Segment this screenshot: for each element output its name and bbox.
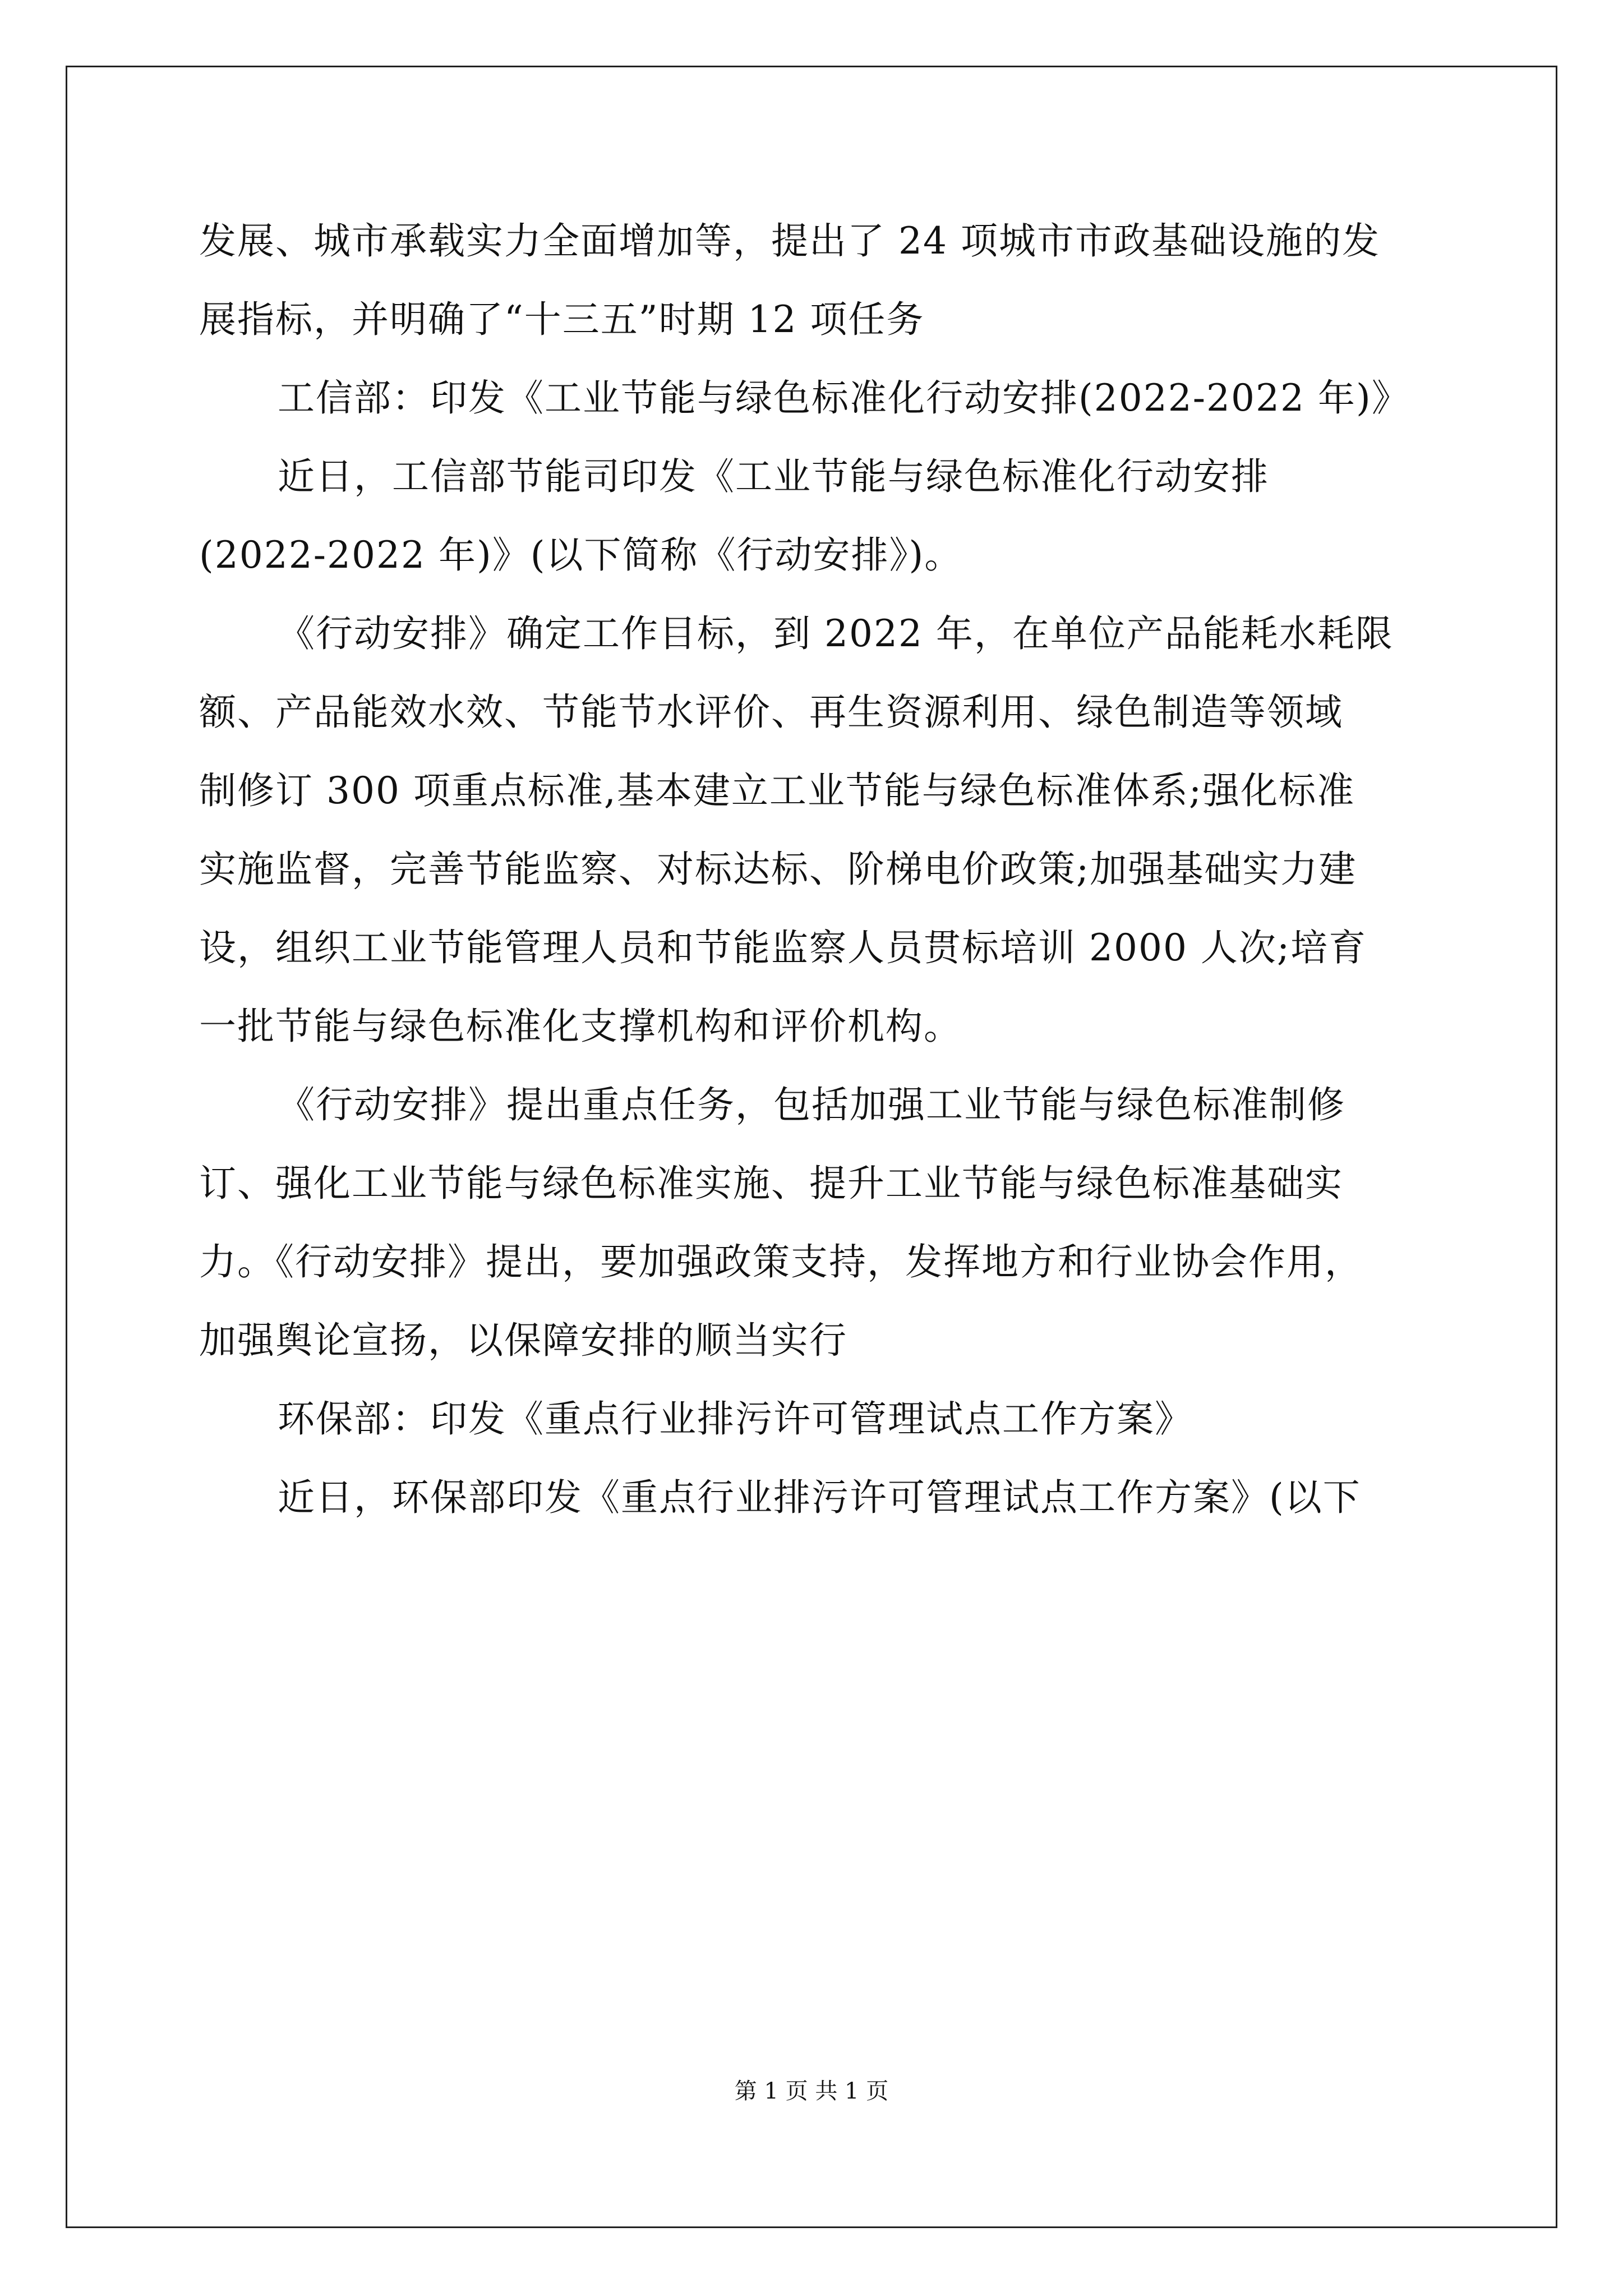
text-line: 展指标，并明确了“十三五”时期 12 项任务: [199, 298, 925, 341]
text-line: 一批节能与绿色标准化支撑机构和评价机构。: [199, 1005, 962, 1048]
text-line: 近日，环保部印发《重点行业排污许可管理试点工作方案》(以下: [278, 1476, 1361, 1519]
text-line: (2022-2022 年)》(以下简称《行动安排》)。: [199, 533, 963, 577]
text-line: 《行动安排》提出重点任务，包括加强工业节能与绿色标准制修: [278, 1083, 1345, 1126]
text-line: 近日，工信部节能司印发《工业节能与绿色标准化行动安排: [278, 455, 1269, 498]
text-line: 制修订 300 项重点标准,基本建立工业节能与绿色标准体系;强化标准: [199, 769, 1355, 812]
page-footer: 第 1 页 共 1 页: [734, 2078, 889, 2104]
text-line: 加强舆论宣扬，以保障安排的顺当实行: [199, 1319, 847, 1362]
text-line: 订、强化工业节能与绿色标准实施、提升工业节能与绿色标准基础实: [199, 1162, 1343, 1205]
text-line: 设，组织工业节能管理人员和节能监察人员贯标培训 2000 人次;培育: [199, 926, 1367, 969]
text-line: 实施监督，完善节能监察、对标达标、阶梯电价政策;加强基础实力建: [199, 848, 1357, 891]
text-line: 发展、城市承载实力全面增加等，提出了 24 项城市市政基础设施的发: [199, 219, 1380, 263]
document-body: [199, 202, 1427, 1537]
text-line: 力。《行动安排》提出，要加强政策支持，发挥地方和行业协会作用，: [199, 1240, 1363, 1283]
section-heading: 工信部：印发《工业节能与绿色标准化行动安排(2022-2022 年)》: [278, 376, 1410, 420]
section-heading: 环保部：印发《重点行业排污许可管理试点工作方案》: [278, 1397, 1193, 1441]
text-line: 《行动安排》确定工作目标，到 2022 年，在单位产品能耗水耗限: [278, 612, 1394, 655]
text-line: 额、产品能效水效、节能节水评价、再生资源利用、绿色制造等领域: [199, 691, 1343, 734]
